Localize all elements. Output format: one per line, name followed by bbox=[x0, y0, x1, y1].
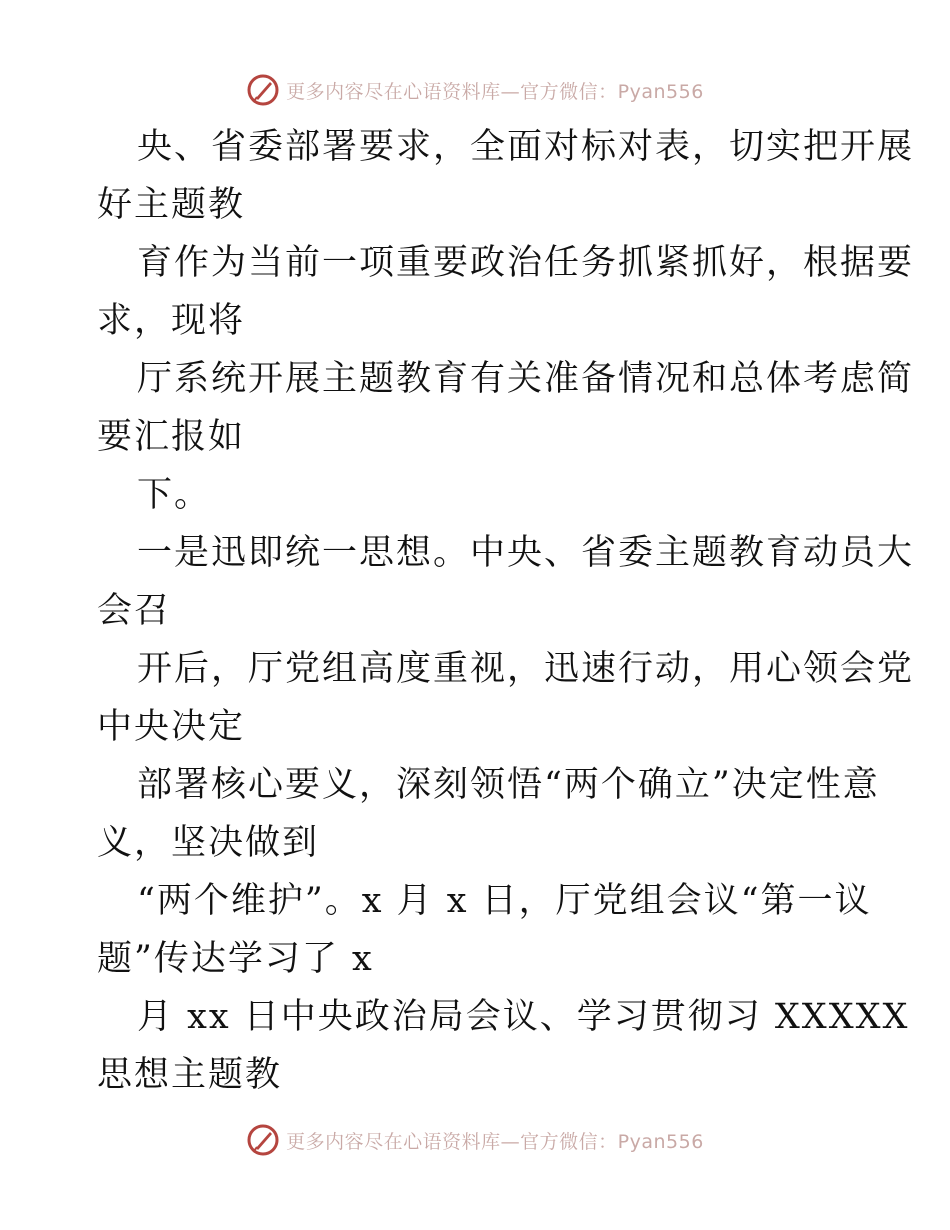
text-line: 要汇报如 bbox=[97, 417, 246, 457]
text-line: 月 xx 日中央政治局会议、学习贯彻习 XXXXX bbox=[137, 997, 910, 1037]
text-line: 思想主题教 bbox=[97, 1055, 283, 1095]
watermark-wechat-id: Pyan556 bbox=[617, 1130, 704, 1153]
text-line: 下。 bbox=[137, 475, 212, 515]
text-line: 题”传达学习了 x bbox=[97, 939, 374, 979]
text-line: 义，坚决做到 bbox=[97, 823, 320, 863]
text-line: 厅系统开展主题教育有关准备情况和总体考虑简 bbox=[137, 359, 915, 399]
text-line: 中央决定 bbox=[97, 707, 246, 747]
text-line: 好主题教 bbox=[97, 185, 246, 225]
text-line: 央、省委部署要求，全面对标对表，切实把开展 bbox=[137, 127, 915, 167]
quill-logo-icon bbox=[246, 1123, 280, 1157]
text-line: “两个维护”。x 月 x 日，厅党组会议“第一议 bbox=[137, 881, 872, 921]
quill-logo-icon bbox=[246, 73, 280, 107]
text-line: 会召 bbox=[97, 591, 172, 631]
watermark-cn-text: 更多内容尽在心语资料库—官方微信： bbox=[286, 80, 618, 103]
text-line: 一是迅即统一思想。中央、省委主题教育动员大 bbox=[137, 533, 915, 573]
watermark-text bbox=[286, 77, 704, 104]
text-line: 部署核心要义，深刻领悟“两个确立”决定性意 bbox=[137, 765, 880, 805]
text-line: 求，现将 bbox=[97, 301, 246, 341]
text-line: 育作为当前一项重要政治任务抓紧抓好，根据要 bbox=[137, 243, 915, 283]
header-watermark bbox=[0, 70, 950, 110]
watermark-cn-text: 更多内容尽在心语资料库—官方微信： bbox=[286, 1130, 618, 1153]
watermark-wechat-id: Pyan556 bbox=[617, 80, 704, 103]
watermark-text bbox=[286, 1127, 704, 1154]
footer-watermark bbox=[0, 1120, 950, 1160]
document-body bbox=[97, 118, 915, 1104]
text-line: 开后，厅党组高度重视，迅速行动，用心领会党 bbox=[137, 649, 915, 689]
